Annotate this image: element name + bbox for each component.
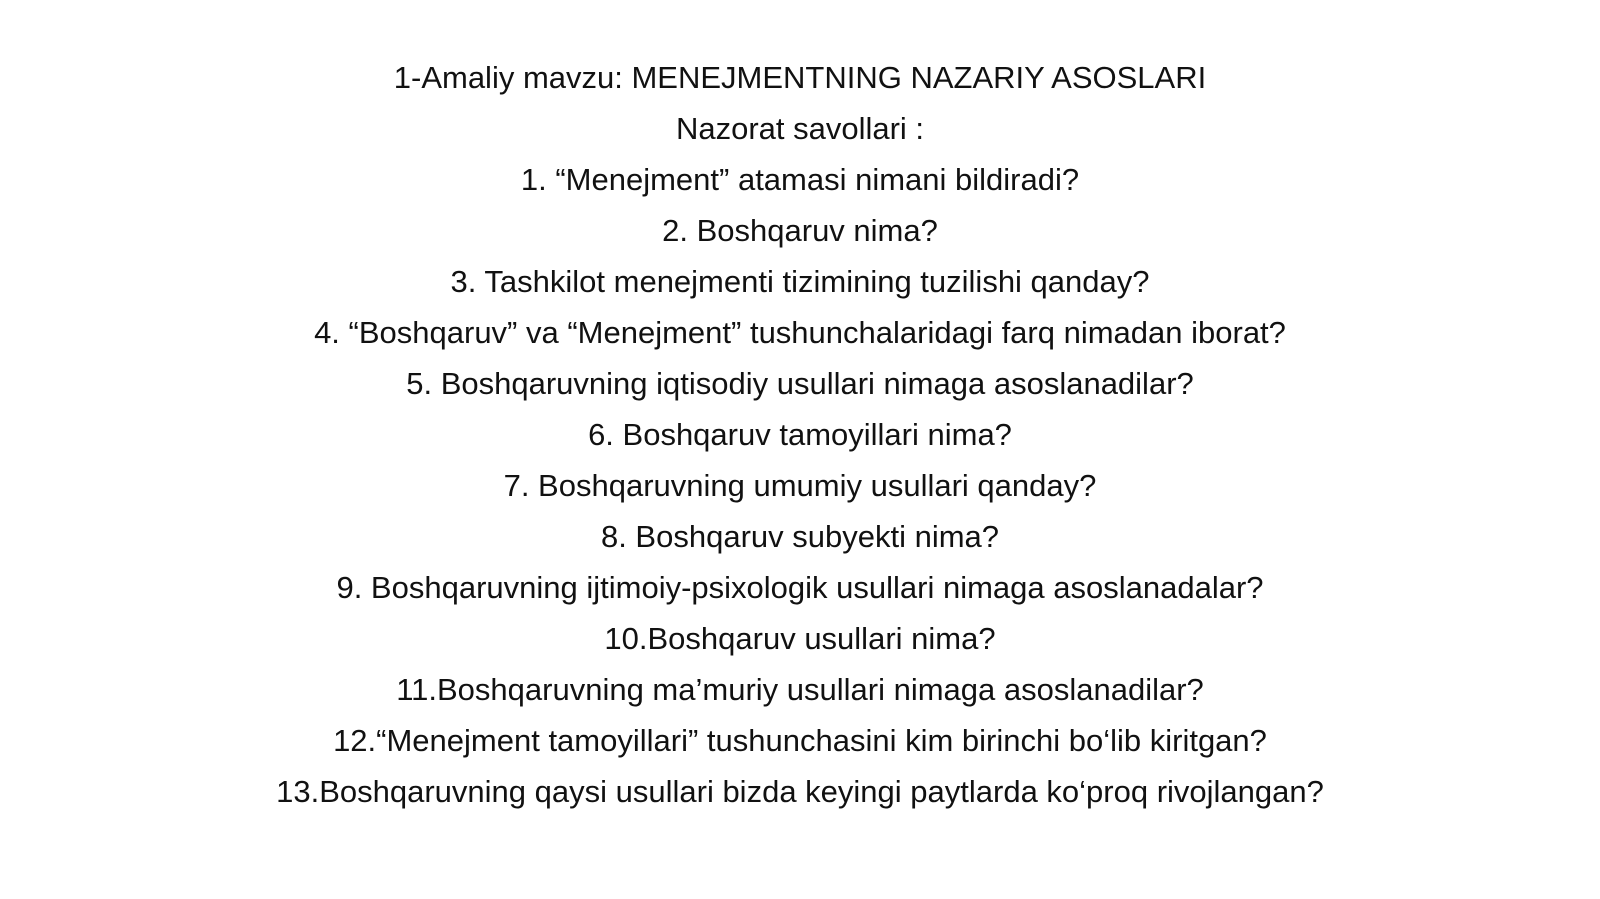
question-5: 5. Boshqaruvning iqtisodiy usullari nimaga asoslanadilar?: [406, 366, 1194, 401]
question-4: 4. “Boshqaruv” va “Menejment” tushunchalaridagi farq nimadan iborat?: [314, 315, 1286, 350]
question-11: 11.Boshqaruvning ma’muriy usullari nimaga asoslanadilar?: [396, 672, 1204, 707]
slide-content: [0, 52, 1600, 817]
question-1: 1. “Menejment” atamasi nimani bildiradi?: [520, 162, 1080, 197]
question-3: 3. Tashkilot menejmenti tizimining tuzilishi qanday?: [450, 264, 1150, 299]
question-8: 8. Boshqaruv subyekti nima?: [600, 519, 1000, 554]
slide-subtitle: Nazorat savollari :: [675, 111, 925, 146]
question-7: 7. Boshqaruvning umumiy usullari qanday?: [503, 468, 1097, 503]
slide-title: 1-Amaliy mavzu: MENEJMENTNING NAZARIY ASOSLARI: [393, 60, 1207, 95]
question-9: 9. Boshqaruvning ijtimoiy-psixologik usullari nimaga asoslanadalar?: [336, 570, 1264, 605]
question-13: 13.Boshqaruvning qaysi usullari bizda keyingi paytlarda ko‘proq rivojlangan?: [276, 774, 1324, 809]
question-2: 2. Boshqaruv nima?: [662, 213, 938, 248]
question-12: 12.“Menejment tamoyillari” tushunchasini kim birinchi bo‘lib kiritgan?: [333, 723, 1267, 758]
question-6: 6. Boshqaruv tamoyillari nima?: [588, 417, 1012, 452]
question-10: 10.Boshqaruv usullari nima?: [604, 621, 996, 656]
